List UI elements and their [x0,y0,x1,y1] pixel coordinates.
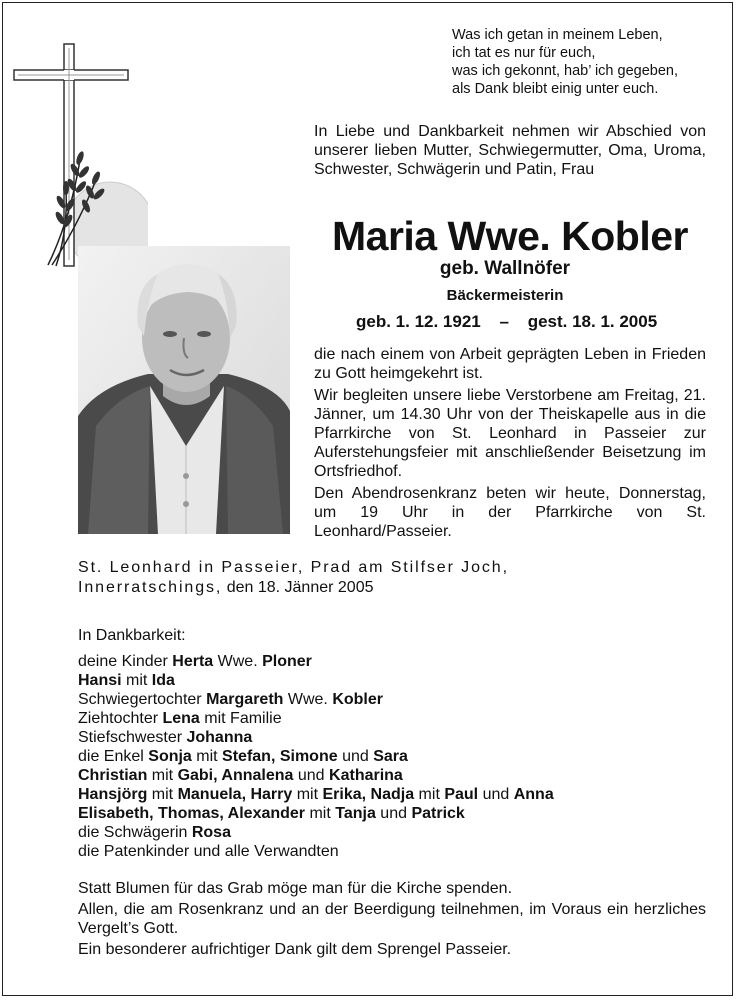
paragraph: Den Abendrosenkranz beten wir heute, Donnerstag, um 19 Uhr in der Pfarrkirche von St. Leonhard/Passeier. [314,485,706,540]
text: Wwe. [213,653,263,670]
place-date [78,558,718,598]
place-spaced: Innerratschings, [78,579,223,596]
person-name: Gabi, Annalena [177,767,294,784]
text: die Patenkinder und alle Verwandten [78,843,339,860]
closing-line: Ein besonderer aufrichtiger Dank gilt dem Sprengel Passeier. [78,941,512,958]
person-name: Tanja [335,805,376,822]
portrait-photo [78,246,290,534]
person-name: Margareth [206,691,284,708]
person-name: Kobler [332,691,383,708]
family-line [78,671,718,690]
text: und [478,786,514,803]
person-name: Herta [172,653,214,670]
family-line [78,652,718,671]
person-name: Stefan, Simone [222,748,338,765]
death-date: gest. 18. 1. 2005 [527,312,658,331]
family-line [78,785,718,804]
person-name: Anna [513,786,554,803]
text: mit [292,786,323,803]
text: Schwiegertochter [78,691,207,708]
life-dates [356,312,657,332]
text: und [293,767,330,784]
text: mit [414,786,445,803]
cross-with-wheat-icon [8,40,148,270]
poem-line: Was ich getan in meinem Leben, [452,27,663,43]
family-line [78,709,718,728]
person-name: Katharina [329,767,403,784]
text: mit [191,748,223,765]
family-line [78,804,718,823]
text: die Enkel [78,748,149,765]
thanks-heading: In Dankbarkeit: [78,627,186,644]
person-name: Erika, Nadja [322,786,415,803]
closing-text [78,879,706,961]
person-name: Ploner [262,653,312,670]
text: und [375,805,412,822]
text: Ziehtochter [78,710,163,727]
poem-line: ich tat es nur für euch, [452,45,596,61]
person-name: Rosa [191,824,231,841]
family-line [78,842,718,861]
intro-text: In Liebe und Dankbarkeit nehmen wir Abschied von unserer lieben Mutter, Schwiegermutter, Oma, Uroma, Schwester, Schwägerin und Patin, Frau [314,123,706,178]
paragraph: die nach einem von Arbeit geprägten Leben in Frieden zu Gott heimgekehrt ist. [314,346,706,382]
text: Stiefschwester [78,729,187,746]
family-list [78,652,718,861]
family-line [78,690,718,709]
text: Wwe. [283,691,333,708]
person-name: Elisabeth, Thomas, Alexander [78,805,306,822]
paragraph: Wir begleiten unsere liebe Verstorbene am Freitag, 21. Jänner, um 14.30 Uhr von der Theiskapelle aus in die Pfarrkirche von St. Leonhard in Passeier zur Auferstehungsfeier mit anschließender Beisetzung im Ortsfriedhof. [314,387,706,480]
person-name: Manuela, Harry [177,786,293,803]
poem-line: als Dank bleibt einig unter euch. [452,81,659,97]
text: mit [121,672,152,689]
text: mit Familie [199,710,282,727]
person-name: Hansjörg [78,786,148,803]
text: mit [147,786,178,803]
birth-date: geb. 1. 12. 1921 [356,312,481,331]
person-name: Hansi [78,672,122,689]
family-line [78,747,718,766]
place-line [78,578,718,598]
person-name: Ida [151,672,175,689]
closing-line: Statt Blumen für das Grab möge man für die Kirche spenden. [78,880,513,897]
person-name: Paul [444,786,479,803]
text: mit [147,767,178,784]
text: und [337,748,374,765]
person-name: Lena [162,710,200,727]
date-dash: – [499,312,509,331]
place-date-text: den 18. Jänner 2005 [222,579,374,596]
person-name: Sonja [148,748,192,765]
closing-line: Allen, die am Rosenkranz und an der Beerdigung teilnehmen, im Voraus ein herzliches Vergelt’s Gott. [78,901,706,937]
text: mit [305,805,336,822]
text: deine Kinder [78,653,173,670]
poem-line: was ich gekonnt, hab’ ich gegeben, [452,63,678,79]
text: die Schwägerin [78,824,192,841]
deceased-name: Maria Wwe. Kobler [331,213,688,259]
poem [452,26,722,98]
person-name: Sara [373,748,408,765]
family-line [78,823,718,842]
person-name: Patrick [411,805,465,822]
birth-name: geb. Wallnöfer [439,258,571,279]
place-line: St. Leonhard in Passeier, Prad am Stilfser Joch, [78,559,509,576]
family-line [78,728,718,747]
profession: Bäckermeisterin [446,287,564,304]
family-line [78,766,718,785]
body-paragraphs [314,345,706,544]
person-name: Christian [78,767,148,784]
person-name: Johanna [186,729,253,746]
